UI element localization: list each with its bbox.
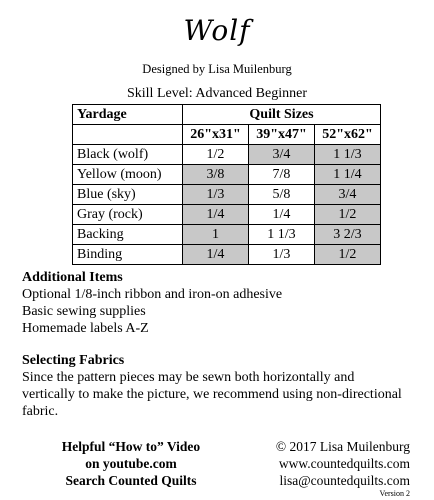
row-label: Binding [73,245,183,265]
table-row [73,185,381,205]
pattern-title: Wolf [183,14,251,47]
list-item: Homemade labels A-Z [22,321,149,336]
video-info [58,438,204,489]
cell-value: 7/8 [249,165,315,185]
additional-items-heading: Additional Items [22,270,123,285]
quilt-sizes-header: Quilt Sizes [183,105,381,125]
cell-value: 1/2 [183,145,249,165]
cell-value: 5/8 [249,185,315,205]
cell-value: 1/4 [249,205,315,225]
table-row [73,165,381,185]
cell-value: 1 1/3 [249,225,315,245]
cell-value: 1/4 [183,205,249,225]
paragraph-line: Since the pattern pieces may be sewn both horizontally and [22,370,355,385]
table-row [73,245,381,265]
cell-value: 3/4 [249,145,315,165]
yardage-table [72,104,381,265]
video-line: on youtube.com [85,456,177,471]
cell-value: 1/2 [315,245,381,265]
sizes-row [73,125,381,145]
row-label: Yellow (moon) [73,165,183,185]
skill-level: Skill Level: Advanced Beginner [126,86,307,101]
designer-credit: Designed by Lisa Muilenburg [142,62,292,76]
cell-value: 1/3 [249,245,315,265]
size-large: 52"x62" [315,125,381,145]
cell-value: 1 [183,225,249,245]
paragraph-line: fabric. [22,404,59,419]
size-medium: 39"x47" [249,125,315,145]
video-line: Helpful “How to” Video [61,439,201,454]
table-header-row [73,105,381,125]
cell-value: 3 2/3 [315,225,381,245]
row-label: Blue (sky) [73,185,183,205]
cell-value: 1/4 [183,245,249,265]
additional-items-section [22,269,282,337]
paragraph-line: vertically to make the picture, we recommend using non-directional [22,387,402,402]
cell-value: 1 1/4 [315,165,381,185]
cell-value: 1 1/3 [315,145,381,165]
copyright: © 2017 Lisa Muilenburg [275,439,410,454]
cell-value: 1/2 [315,205,381,225]
email-link[interactable]: lisa@countedquilts.com [279,473,410,488]
table-row [73,145,381,165]
row-label: Gray (rock) [73,205,183,225]
version-label: Version 2 [379,489,410,498]
cell-value: 3/8 [183,165,249,185]
contact-info [276,438,410,499]
list-item: Optional 1/8-inch ribbon and iron-on adhesive [22,287,283,302]
size-small: 26"x31" [183,125,249,145]
sizes-row-blank [73,125,183,145]
table-row [73,225,381,245]
row-label: Backing [73,225,183,245]
selecting-fabrics-section [22,352,402,420]
website-link[interactable]: www.countedquilts.com [278,456,410,471]
selecting-fabrics-heading: Selecting Fabrics [22,353,125,368]
list-item: Basic sewing supplies [22,304,146,319]
table-row [73,205,381,225]
row-label: Black (wolf) [73,145,183,165]
video-line: Search Counted Quilts [65,473,197,488]
cell-value: 1/3 [183,185,249,205]
yardage-header: Yardage [73,105,183,125]
cell-value: 3/4 [315,185,381,205]
